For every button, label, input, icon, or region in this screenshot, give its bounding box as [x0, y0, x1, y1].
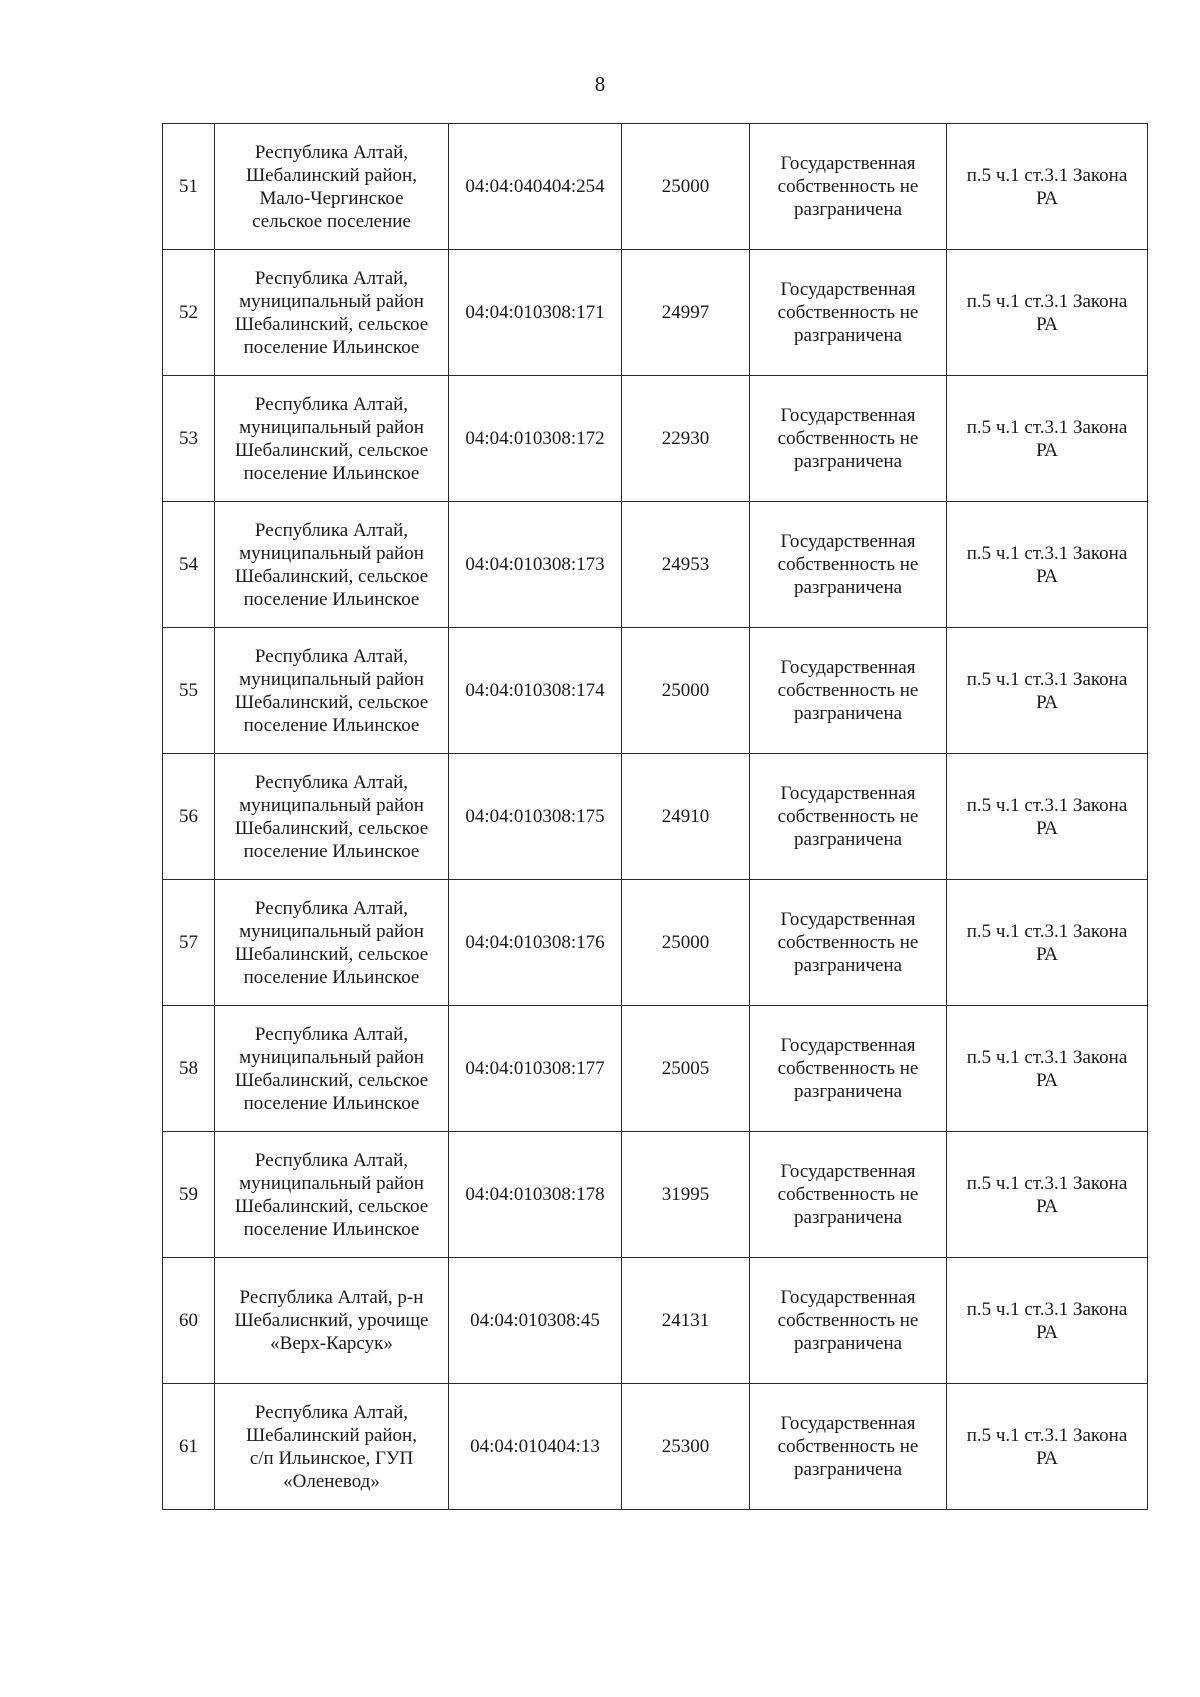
address-line: Республика Алтай, [254, 645, 409, 667]
legal-basis-cell [947, 880, 1148, 1006]
address-line: муниципальный район [239, 920, 424, 942]
address-cell [215, 376, 449, 502]
legal-basis-cell [947, 502, 1148, 628]
ownership-line: Государственная [780, 1035, 916, 1056]
legal-basis-line: РА [1036, 565, 1058, 587]
address-line: Республика Алтай, [254, 1149, 409, 1171]
address-line: Республика Алтай, [254, 771, 409, 793]
legal-basis-line: п.5 ч.1 ст.3.1 Закона [966, 920, 1128, 942]
area-cell: 25005 [622, 1006, 750, 1132]
ownership-line: собственность не [777, 932, 919, 953]
ownership-line: разграничена [793, 1333, 903, 1354]
address-line: Республика Алтай, [254, 1023, 409, 1045]
cadastral-number-cell: 04:04:010308:173 [449, 502, 622, 628]
ownership-cell [750, 1258, 947, 1384]
ownership-line: Государственная [780, 531, 916, 552]
address-cell [215, 250, 449, 376]
address-line: поселение Ильинское [243, 588, 420, 610]
address-line: Шебалинский, сельское [234, 565, 429, 587]
legal-basis-line: РА [1036, 1069, 1058, 1091]
area-cell: 24997 [622, 250, 750, 376]
table-row [163, 376, 1148, 502]
address-line: муниципальный район [239, 416, 424, 438]
address-line: поселение Ильинское [243, 840, 420, 862]
area-cell: 24131 [622, 1258, 750, 1384]
cadastral-number-cell: 04:04:010308:178 [449, 1132, 622, 1258]
cadastral-number-cell: 04:04:010308:171 [449, 250, 622, 376]
address-line: Республика Алтай, [254, 519, 409, 541]
table-row [163, 1258, 1148, 1384]
table-body [163, 124, 1148, 1510]
address-line: «Оленевод» [283, 1470, 380, 1492]
ownership-line: собственность не [777, 1184, 919, 1205]
address-line: муниципальный район [239, 794, 424, 816]
legal-basis-line: п.5 ч.1 ст.3.1 Закона [966, 1298, 1128, 1320]
ownership-line: собственность не [777, 554, 919, 575]
address-line: Мало-Чергинское [259, 187, 404, 209]
legal-basis-cell [947, 1132, 1148, 1258]
legal-basis-cell [947, 376, 1148, 502]
area-cell: 25000 [622, 124, 750, 250]
ownership-cell [750, 250, 947, 376]
legal-basis-line: п.5 ч.1 ст.3.1 Закона [966, 668, 1128, 690]
row-number-cell: 55 [163, 628, 215, 754]
area-cell: 31995 [622, 1132, 750, 1258]
legal-basis-line: РА [1036, 313, 1058, 335]
ownership-line: разграничена [793, 1207, 903, 1228]
address-line: муниципальный район [239, 290, 424, 312]
ownership-cell [750, 754, 947, 880]
address-cell [215, 1384, 449, 1510]
address-line: муниципальный район [239, 668, 424, 690]
address-line: Шебалинский, сельское [234, 1195, 429, 1217]
legal-basis-line: РА [1036, 187, 1058, 209]
address-line: сельское поселение [252, 210, 411, 232]
ownership-line: Государственная [780, 1287, 916, 1308]
ownership-line: собственность не [777, 302, 919, 323]
ownership-cell [750, 1132, 947, 1258]
ownership-line: собственность не [777, 1436, 919, 1457]
area-cell: 24953 [622, 502, 750, 628]
ownership-cell [750, 1006, 947, 1132]
ownership-line: Государственная [780, 153, 916, 174]
legal-basis-line: РА [1036, 1321, 1058, 1343]
address-line: Республика Алтай, [254, 393, 409, 415]
ownership-line: собственность не [777, 1058, 919, 1079]
legal-basis-cell [947, 1384, 1148, 1510]
legal-basis-line: РА [1036, 1195, 1058, 1217]
ownership-line: разграничена [793, 325, 903, 346]
legal-basis-line: РА [1036, 691, 1058, 713]
row-number-cell: 53 [163, 376, 215, 502]
address-cell [215, 628, 449, 754]
legal-basis-line: РА [1036, 1447, 1058, 1469]
address-line: Шебалинский, сельское [234, 1069, 429, 1091]
address-line: Шебалинский, сельское [234, 439, 429, 461]
address-line: Республика Алтай, [254, 141, 409, 163]
legal-basis-line: РА [1036, 943, 1058, 965]
row-number-cell: 56 [163, 754, 215, 880]
address-cell [215, 124, 449, 250]
row-number-cell: 52 [163, 250, 215, 376]
legal-basis-cell [947, 1258, 1148, 1384]
ownership-cell [750, 376, 947, 502]
ownership-line: разграничена [793, 1081, 903, 1102]
legal-basis-line: РА [1036, 817, 1058, 839]
legal-basis-line: п.5 ч.1 ст.3.1 Закона [966, 1424, 1128, 1446]
address-line: муниципальный район [239, 542, 424, 564]
address-cell [215, 880, 449, 1006]
address-line: поселение Ильинское [243, 462, 420, 484]
row-number-cell: 58 [163, 1006, 215, 1132]
cadastral-number-cell: 04:04:010308:172 [449, 376, 622, 502]
legal-basis-line: п.5 ч.1 ст.3.1 Закона [966, 794, 1128, 816]
ownership-line: собственность не [777, 806, 919, 827]
address-cell [215, 1258, 449, 1384]
legal-basis-line: п.5 ч.1 ст.3.1 Закона [966, 1172, 1128, 1194]
ownership-line: Государственная [780, 657, 916, 678]
ownership-line: собственность не [777, 680, 919, 701]
area-cell: 24910 [622, 754, 750, 880]
legal-basis-cell [947, 1006, 1148, 1132]
row-number-cell: 51 [163, 124, 215, 250]
row-number-cell: 61 [163, 1384, 215, 1510]
address-line: Республика Алтай, [254, 1401, 409, 1423]
address-line: Шебалинский район, [246, 1424, 417, 1446]
ownership-line: Государственная [780, 279, 916, 300]
ownership-cell [750, 124, 947, 250]
cadastral-number-cell: 04:04:010308:174 [449, 628, 622, 754]
legal-basis-line: п.5 ч.1 ст.3.1 Закона [966, 542, 1128, 564]
address-cell [215, 1132, 449, 1258]
area-cell: 22930 [622, 376, 750, 502]
address-cell [215, 1006, 449, 1132]
row-number-cell: 54 [163, 502, 215, 628]
address-line: Республика Алтай, [254, 897, 409, 919]
table-row [163, 1006, 1148, 1132]
ownership-line: Государственная [780, 1161, 916, 1182]
ownership-line: разграничена [793, 199, 903, 220]
address-cell [215, 754, 449, 880]
address-line: Шебалинский, сельское [234, 943, 429, 965]
legal-basis-line: п.5 ч.1 ст.3.1 Закона [966, 416, 1128, 438]
ownership-line: разграничена [793, 829, 903, 850]
legal-basis-line: п.5 ч.1 ст.3.1 Закона [966, 1046, 1128, 1068]
address-line: Шебалинский район, [246, 164, 417, 186]
address-cell [215, 502, 449, 628]
ownership-line: разграничена [793, 703, 903, 724]
cadastral-number-cell: 04:04:010308:177 [449, 1006, 622, 1132]
legal-basis-cell [947, 250, 1148, 376]
row-number-cell: 60 [163, 1258, 215, 1384]
address-line: муниципальный район [239, 1046, 424, 1068]
table-row [163, 880, 1148, 1006]
address-line: Республика Алтай, р-н [239, 1287, 424, 1308]
address-line: Шебалинский, сельское [234, 313, 429, 335]
page-number: 8 [594, 72, 606, 96]
address-line: поселение Ильинское [243, 1218, 420, 1240]
table-row [163, 1384, 1148, 1510]
ownership-line: Государственная [780, 909, 916, 930]
address-line: Республика Алтай, [254, 267, 409, 289]
area-cell: 25000 [622, 628, 750, 754]
address-line: Шебалинский, сельское [234, 817, 429, 839]
land-plots-table [162, 123, 1148, 1510]
cadastral-number-cell: 04:04:010404:13 [449, 1384, 622, 1510]
area-cell: 25000 [622, 880, 750, 1006]
table-row [163, 1132, 1148, 1258]
ownership-line: собственность не [777, 176, 919, 197]
ownership-line: Государственная [780, 405, 916, 426]
legal-basis-line: РА [1036, 439, 1058, 461]
ownership-line: разграничена [793, 451, 903, 472]
address-line: «Верх-Карсук» [270, 1333, 393, 1354]
ownership-cell [750, 628, 947, 754]
table-row [163, 124, 1148, 250]
table-row [163, 502, 1148, 628]
legal-basis-cell [947, 628, 1148, 754]
address-line: поселение Ильинское [243, 336, 420, 358]
ownership-line: Государственная [780, 1413, 916, 1434]
ownership-line: Государственная [780, 783, 916, 804]
address-line: поселение Ильинское [243, 1092, 420, 1114]
ownership-line: собственность не [777, 428, 919, 449]
ownership-line: разграничена [793, 577, 903, 598]
cadastral-number-cell: 04:04:010308:45 [449, 1258, 622, 1384]
ownership-cell [750, 502, 947, 628]
area-cell: 25300 [622, 1384, 750, 1510]
cadastral-number-cell: 04:04:010308:176 [449, 880, 622, 1006]
legal-basis-line: п.5 ч.1 ст.3.1 Закона [966, 290, 1128, 312]
ownership-cell [750, 880, 947, 1006]
cadastral-number-cell: 04:04:040404:254 [449, 124, 622, 250]
legal-basis-cell [947, 124, 1148, 250]
address-line: поселение Ильинское [243, 714, 420, 736]
address-line: Шебалинский, сельское [234, 691, 429, 713]
ownership-line: собственность не [777, 1310, 919, 1331]
table-row [163, 250, 1148, 376]
table-row [163, 754, 1148, 880]
row-number-cell: 59 [163, 1132, 215, 1258]
ownership-line: разграничена [793, 955, 903, 976]
row-number-cell: 57 [163, 880, 215, 1006]
address-line: Шебалиснкий, урочище [234, 1310, 429, 1331]
cadastral-number-cell: 04:04:010308:175 [449, 754, 622, 880]
address-line: с/п Ильинское, ГУП [249, 1447, 414, 1469]
address-line: поселение Ильинское [243, 966, 420, 988]
address-line: муниципальный район [239, 1172, 424, 1194]
legal-basis-cell [947, 754, 1148, 880]
table-row [163, 628, 1148, 754]
ownership-line: разграничена [793, 1459, 903, 1480]
legal-basis-line: п.5 ч.1 ст.3.1 Закона [966, 164, 1128, 186]
ownership-cell [750, 1384, 947, 1510]
